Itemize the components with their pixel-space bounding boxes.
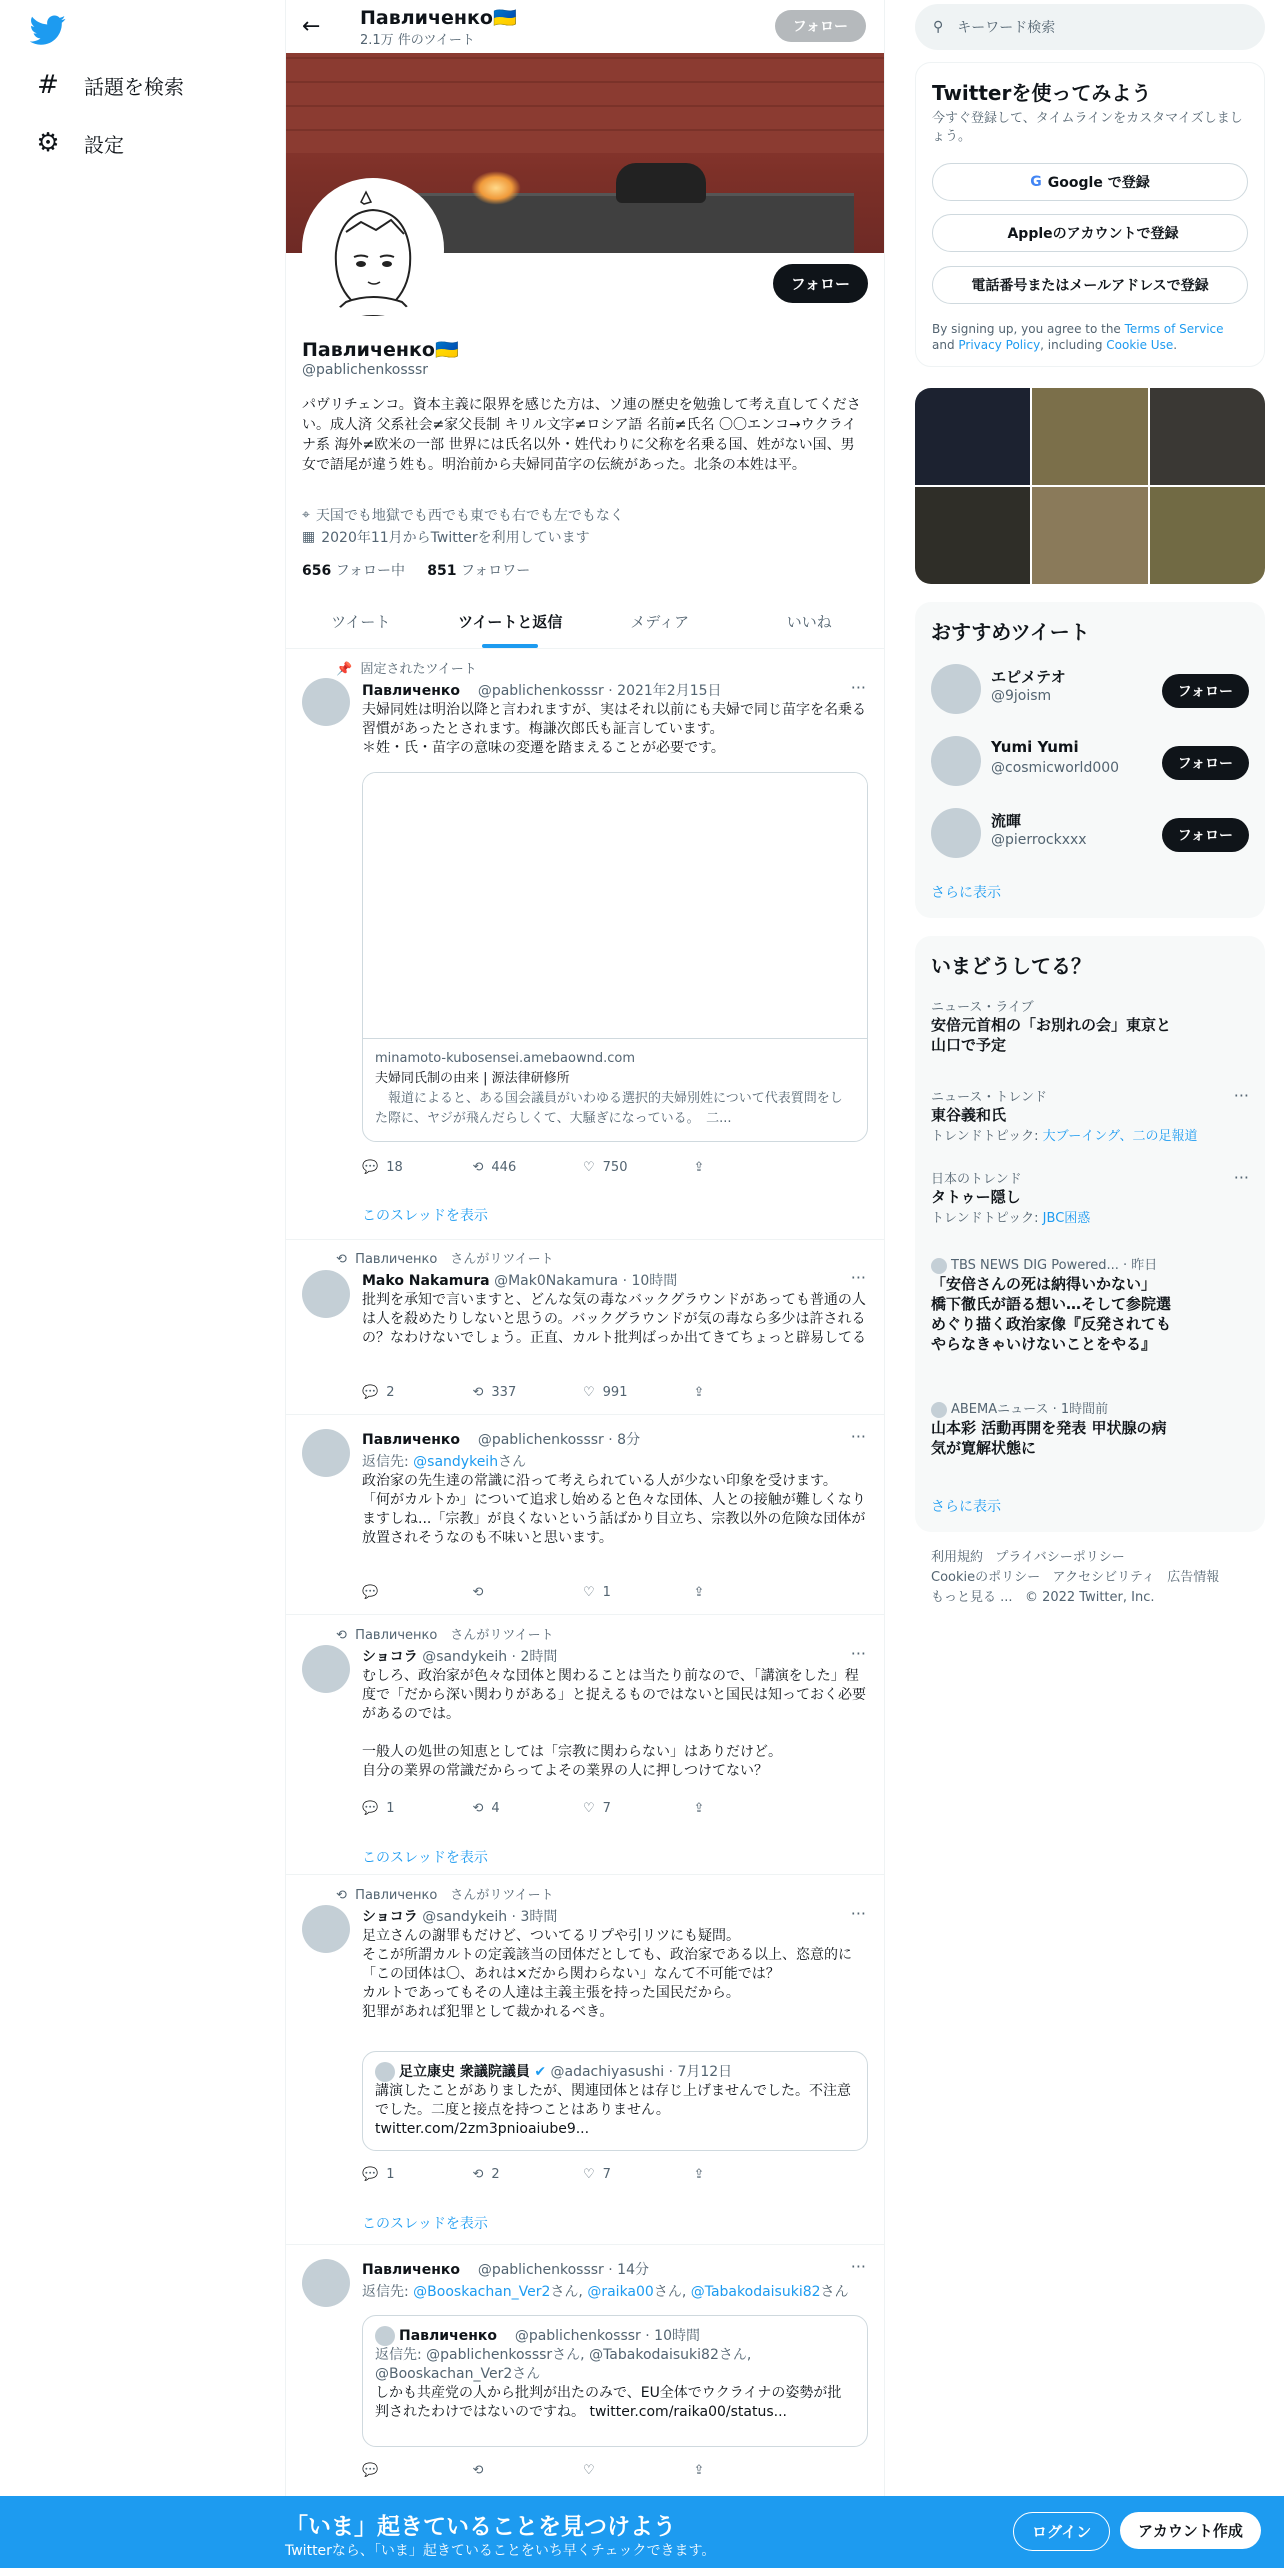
left-nav [0, 0, 285, 2568]
trend-context: 日本のトレンド [931, 1172, 1022, 1187]
card-image [363, 773, 867, 1039]
tweet-handle[interactable]: @sandykeih [422, 1909, 508, 1925]
quote-avatar [375, 2062, 395, 2082]
footer-cookie[interactable]: Cookieのポリシー [931, 1570, 1041, 1585]
heart-icon: ♡ [583, 2167, 595, 2182]
footer-accessibility[interactable]: アクセシビリティ [1052, 1570, 1155, 1585]
apple-signup-button[interactable] [932, 214, 1248, 252]
retweet-button[interactable] [473, 2167, 584, 2182]
terms-including: , including [1040, 338, 1107, 352]
tweet-author[interactable]: ショコラ [362, 1909, 418, 1925]
trends-more-link[interactable]: さらに表示 [931, 1499, 1001, 1515]
trend-title: タトゥー隠し [931, 1188, 1021, 1206]
trend-context: ニュース・トレンド [931, 1090, 1048, 1105]
bottom-bar-title: 「いま」起きていることを見つけよう [285, 2514, 676, 2540]
following-count: 656 [302, 563, 332, 579]
signup-title: Twitterを使ってみよう [932, 81, 1152, 105]
like-count: 991 [602, 1385, 628, 1400]
trend-context [931, 1254, 1249, 1274]
retweet-small-icon: ⟲ [336, 1252, 347, 1267]
reply-icon: 💬 [362, 1160, 379, 1175]
terms-pre: By signing up, you agree to the [932, 322, 1125, 336]
quote-text: しかも共産党の人から批判が出たのみで、EU全体でウクライナの姿勢が批判されたわけではないのですね。 twitter.com/raika00/status... [375, 2385, 842, 2420]
quoted-tweet[interactable] [362, 2315, 868, 2447]
retweet-button[interactable] [473, 1160, 584, 1175]
google-signup-label: Google で登録 [1047, 175, 1150, 191]
trend-context [931, 1398, 1249, 1418]
tweet-text: 夫婦同姓は明治以降と言われますが、実はそれ以前にも夫婦で同じ苗字を名乗る習慣があったとされます。梅謙次郎氏も証言しています。 ＊姓・氏・苗字の意味の変遷を踏まえることが必要です。 [362, 702, 866, 756]
tweet-header [362, 1270, 868, 1290]
more-icon[interactable]: ··· [850, 678, 866, 697]
header-follow-button[interactable]: フォロー [775, 10, 866, 42]
retweet-button[interactable] [473, 1801, 584, 1816]
recommend-follow-button[interactable]: フォロー [1162, 746, 1249, 780]
avatar[interactable] [302, 1429, 350, 1477]
banner-wall [286, 53, 884, 153]
reply-to [362, 2281, 849, 2301]
retweet-count: 2 [491, 2167, 500, 2182]
tweet-author[interactable]: ショコラ [362, 1649, 418, 1665]
card-domain: minamoto-kubosensei.amebaownd.com [375, 1051, 635, 1066]
retweet-button[interactable] [473, 1585, 584, 1600]
phone-signup-label: 電話番号またはメールアドレスで登録 [971, 278, 1209, 294]
profile-name: Павличенко🇺🇦 [302, 339, 459, 361]
like-button[interactable] [583, 1801, 694, 1816]
like-button[interactable] [583, 1160, 694, 1175]
more-icon[interactable]: ··· [850, 1644, 866, 1663]
search-box[interactable] [915, 4, 1265, 50]
verified-icon: ✔ [534, 2064, 547, 2080]
reply-count: 1 [386, 1801, 395, 1816]
tab-tweets-and-replies[interactable]: ツイートと返信 [436, 595, 586, 648]
search-input[interactable]: キーワード検索 [957, 20, 1056, 36]
trend-title: 東谷義和氏 [931, 1106, 1007, 1124]
followers-label: フォロワー [460, 563, 531, 579]
retweet-icon: ⟲ [472, 1801, 484, 1816]
nav-explore-label: 話題を検索 [84, 74, 184, 99]
tweet-header [362, 2259, 868, 2279]
signup-button[interactable]: アカウント作成 [1120, 2512, 1261, 2549]
signup-subtitle: 今すぐ登録して、タイムラインをカスタマイズしましょう。 [932, 111, 1243, 144]
retweet-icon: ⟲ [472, 1160, 484, 1175]
gear-icon: ⚙ [36, 128, 60, 158]
tweet-reply-sandykeih[interactable] [286, 1415, 884, 1615]
trend-item[interactable] [931, 1398, 1249, 1458]
retweet-icon: ⟲ [472, 1585, 484, 1600]
bottom-signup-bar [0, 2496, 1284, 2568]
trend-title: 安倍元首相の「お別れの会」東京と山口で予定 [931, 1016, 1172, 1054]
phone-signup-button[interactable] [932, 266, 1248, 304]
heart-icon: ♡ [583, 1160, 595, 1175]
quote-time: · 7月12日 [668, 2064, 733, 2080]
heart-icon: ♡ [583, 1385, 595, 1400]
recommend-user-name: 流暉 [991, 812, 1022, 830]
retweet-label-text: Павличенко さんがリツイート [355, 1888, 554, 1903]
media-thumb[interactable] [915, 388, 1030, 485]
reply-to-link-2[interactable]: @raika00 [587, 2284, 654, 2300]
reply-icon: 💬 [362, 2463, 379, 2478]
recommend-user-name: Yumi Yumi [991, 738, 1079, 756]
profile-avatar[interactable] [302, 178, 444, 320]
recommend-title: おすすめツイート [931, 620, 1090, 644]
tweet-actions [362, 1385, 804, 1400]
trend-item[interactable] [931, 1168, 1249, 1226]
retweet-button[interactable] [473, 1385, 584, 1400]
recommend-user-handle: @9joism [991, 688, 1052, 704]
retweet-button[interactable] [473, 2463, 584, 2478]
show-thread-link[interactable]: このスレッドを表示 [362, 1208, 488, 1224]
signup-panel [915, 62, 1265, 367]
reply-button[interactable] [362, 1160, 473, 1175]
share-icon: ⇪ [693, 2167, 705, 2182]
reply-suffix: さん [498, 1454, 527, 1470]
share-icon: ⇪ [693, 1385, 705, 1400]
nav-settings[interactable] [34, 128, 124, 158]
tweet-header [362, 1906, 868, 1926]
profile-stats [302, 560, 530, 580]
tweet-time[interactable]: · 2時間 [511, 1649, 558, 1665]
reply-mid-2: さん, [653, 2284, 691, 2300]
more-icon[interactable]: ··· [850, 2257, 866, 2276]
tweet-author[interactable]: Mako Nakamura [362, 1273, 490, 1289]
pinned-label [336, 658, 477, 677]
following-link[interactable] [302, 563, 405, 579]
reply-to-link-1[interactable]: @Booskachan_Ver2 [413, 2284, 551, 2300]
recommend-user[interactable] [931, 732, 1249, 792]
tweet-actions [362, 1160, 804, 1175]
apple-signup-label: Appleのアカウントで登録 [1007, 226, 1179, 242]
tweet-retweet-chocola-1[interactable] [286, 1615, 884, 1875]
nav-explore[interactable] [34, 70, 184, 100]
trend-context-text: ABEMAニュース · 1時間前 [951, 1402, 1109, 1417]
tweet-pinned[interactable] [286, 650, 884, 1240]
tweet-author[interactable]: Павличенко [362, 2262, 460, 2278]
tab-tweets[interactable]: ツイート [331, 613, 391, 631]
profile-tabs [286, 595, 884, 649]
followers-count: 851 [427, 563, 457, 579]
like-count: 750 [602, 1160, 628, 1175]
recommend-user[interactable] [931, 804, 1249, 864]
reply-prefix: 返信先: [362, 1454, 414, 1470]
tweet-time[interactable]: · 3時間 [511, 1909, 558, 1925]
heart-icon: ♡ [583, 2463, 595, 2478]
trend-item[interactable] [931, 1086, 1249, 1144]
share-icon: ⇪ [693, 2463, 705, 2478]
heart-icon: ♡ [583, 1801, 595, 1816]
quote-time: · 10時間 [645, 2328, 700, 2344]
recommend-user-handle: @pierrockxxx [991, 832, 1087, 848]
tweet-text: 批判を承知で言いますと、どんな気の毒なバックグラウンドがあっても普通の人は人を殺めたりしないと思うの。バックグラウンドが気の毒なら多少は許されるの？なわけないでしょう。正直、カルト批判ばっか出てきてちょっと辟易してる [362, 1292, 866, 1346]
trend-sub-label: トレンドトピック: [931, 1211, 1043, 1226]
tweet-actions [362, 1801, 804, 1816]
cookie-link[interactable]: Cookie Use [1106, 338, 1174, 352]
retweet-count: 4 [491, 1801, 500, 1816]
more-icon[interactable]: ··· [1233, 1168, 1249, 1187]
reply-icon: 💬 [362, 1585, 379, 1600]
tweet-handle[interactable]: @pablichenkosssr [477, 2262, 604, 2278]
recommend-panel [915, 602, 1265, 918]
trend-title: 山本彩 活動再開を発表 甲状腺の病気が寛解状態に [931, 1418, 1167, 1457]
heart-icon: ♡ [583, 1585, 595, 1600]
reply-to [362, 1451, 526, 1471]
reply-button[interactable] [362, 1585, 473, 1600]
quote-author: Павличенко [399, 2328, 497, 2344]
reply-count: 18 [386, 1160, 403, 1175]
trend-title: 「安倍さんの死は納得いかない」 橋下徹氏が語る想い…そして参院選めぐり描く政治家像『反発されてもやらなきゃいけないことをやる』 [931, 1274, 1172, 1353]
pin-icon: 📌 [336, 662, 353, 677]
quoted-tweet[interactable] [362, 2051, 868, 2151]
trend-sub [931, 1125, 1249, 1144]
reply-suffix: さん [820, 2284, 849, 2300]
trends-title: いまどうしてる？ [931, 954, 1091, 978]
tweet-time[interactable]: · 10時間 [622, 1273, 678, 1289]
avatar[interactable] [931, 808, 981, 858]
tweet-author[interactable]: Павличенко [362, 683, 460, 699]
quote-link: twitter.com/2zm3pnioaiube9... [375, 2121, 590, 2137]
more-icon[interactable]: ··· [850, 1427, 866, 1446]
footer-more[interactable]: もっと見る ... [931, 1590, 1013, 1605]
footer-links [931, 1548, 1251, 1608]
main-column [285, 0, 885, 2568]
quote-reply-to: 返信先: @pablichenkosssrさん, @Tabakodaisuki82さん, @Booskachan_Ver2さん [375, 2347, 752, 2382]
share-button[interactable] [694, 1801, 805, 1816]
like-count: 1 [602, 1585, 611, 1600]
recommend-user-handle: @cosmicworld000 [991, 760, 1120, 776]
bottom-bar-subtitle: Twitterなら、「いま」起きていることをいち早くチェックできます。 [285, 2543, 716, 2559]
trend-item[interactable] [931, 996, 1249, 1055]
media-thumb[interactable] [1032, 388, 1147, 485]
tweet-header [362, 1429, 868, 1449]
share-icon: ⇪ [693, 1585, 705, 1600]
quote-text: 講演したことがありましたが、関連団体とは存じ上げませんでした。不注意でした。二度と接点を持つことはありません。 [375, 2083, 851, 2118]
tab-media[interactable]: メディア [630, 613, 690, 631]
profile-follow-button[interactable]: フォロー [773, 264, 868, 303]
tab-likes[interactable]: いいね [786, 613, 832, 631]
retweet-icon: ⟲ [472, 1385, 484, 1400]
retweet-icon: ⟲ [472, 2167, 484, 2182]
google-icon: G [1030, 174, 1042, 190]
header-tweet-count: 2.1万 件のツイート [360, 32, 475, 48]
retweet-label [336, 1248, 554, 1267]
quote-avatar [375, 2326, 395, 2346]
share-button[interactable] [694, 2167, 805, 2182]
reply-icon: 💬 [362, 1385, 379, 1400]
share-button[interactable] [694, 2463, 805, 2478]
google-signup-button[interactable] [932, 163, 1248, 201]
media-thumb[interactable] [1150, 487, 1265, 584]
tweet-handle[interactable]: @pablichenkosssr [477, 683, 604, 699]
retweet-count: 337 [491, 1385, 517, 1400]
avatar[interactable] [302, 1270, 350, 1318]
source-avatar [931, 1402, 947, 1418]
login-button[interactable]: ログイン [1013, 2512, 1110, 2551]
tweet-handle[interactable]: @Mak0Nakamura [494, 1273, 619, 1289]
terms-and: and [932, 338, 959, 352]
tweet-header [362, 1646, 868, 1666]
pinned-text: 固定されたツイート [360, 662, 477, 677]
media-thumb[interactable] [1150, 388, 1265, 485]
card-body [363, 1039, 867, 1139]
media-grid [915, 388, 1265, 584]
footer-terms[interactable]: 利用規約 [931, 1550, 984, 1565]
retweet-label-text: Павличенко さんがリツイート [355, 1252, 554, 1267]
reply-icon: 💬 [362, 1801, 379, 1816]
banner-wreath [616, 163, 706, 203]
share-icon: ⇪ [693, 1801, 705, 1816]
retweet-small-icon: ⟲ [336, 1628, 347, 1643]
show-thread-link[interactable]: このスレッドを表示 [362, 1850, 488, 1866]
tweet-actions [362, 2167, 804, 2182]
card-description: 報道によると、ある国会議員がいわゆる選択的夫婦別姓について代表質問をした際に、ヤジが飛んだらしくて、大騒ぎになっている。 二... [375, 1091, 843, 1126]
quote-header [375, 2062, 855, 2082]
reply-icon: 💬 [362, 2167, 379, 2182]
retweet-icon: ⟲ [472, 2463, 484, 2478]
quote-author: 足立康史 衆議院議員 [399, 2064, 530, 2080]
retweet-count: 446 [491, 1160, 517, 1175]
back-arrow-icon[interactable]: ← [302, 14, 321, 39]
trend-context: ニュース・ライブ [931, 1000, 1034, 1015]
footer-ads[interactable]: 広告情報 [1167, 1570, 1220, 1585]
source-avatar [931, 1258, 947, 1274]
followers-link[interactable] [427, 563, 530, 579]
header-name: Павличенко🇺🇦 [360, 6, 517, 29]
avatar[interactable] [302, 1905, 350, 1953]
reply-count: 2 [386, 1385, 395, 1400]
nav-settings-label: 設定 [84, 132, 124, 157]
tweet-text: 政治家の先生達の常識に沿って考えられている人が少ない印象を受けます。 「何がカルトか」について追求し始めると色々な団体、人との接触が難しくなりますしね...「宗教」が良くないという話ばかり目立ち、宗教以外の危険な団体が放置されそうなのも不味いと思います。 [362, 1473, 866, 1546]
avatar[interactable] [931, 736, 981, 786]
avatar[interactable] [931, 664, 981, 714]
trend-sub-links[interactable]: JBC困惑 [1042, 1211, 1091, 1226]
recommend-user-name: エピメテオ [991, 668, 1066, 686]
twitter-logo-icon[interactable] [30, 12, 66, 48]
link-card[interactable] [362, 772, 868, 1142]
tweet-text: 足立さんの謝罪もだけど、ついてるリプや引リツにも疑問。 そこが所謂カルトの定義該当の団体だとしても、政治家である以上、恣意的に「この団体は〇、あれは×だから関わらない」なんて不可能では？ カルトであってもその人達は主義主張を持った国民だから。 犯罪があれば犯罪として裁かれるべき。 [362, 1928, 852, 2020]
signup-terms [932, 321, 1248, 353]
tweet-handle[interactable]: @pablichenkosssr [477, 1432, 604, 1448]
show-thread-link[interactable]: このスレッドを表示 [362, 2216, 488, 2232]
tweet-text: むしろ、政治家が色々な団体と関わることは当たり前なので、「講演をした」程度で「だから深い関わりがある」と捉えるものではないと国民は知っておく必要があるのでは。 一般人の処世の知恵としては「宗教に関わらない」はありだけど。 自分の業界の常識だからってよその業界の人に押しつけてない？ [362, 1668, 866, 1779]
tweet-time[interactable]: · 2021年2月15日 [608, 683, 722, 699]
avatar-drawing-icon [306, 182, 440, 316]
reply-to-link-3[interactable]: @Tabakodaisuki82 [690, 2284, 821, 2300]
avatar[interactable] [302, 1645, 350, 1693]
footer-copyright: © 2022 Twitter, Inc. [1024, 1590, 1155, 1605]
recommend-user[interactable] [931, 660, 1249, 720]
media-thumb[interactable] [915, 487, 1030, 584]
terms-link[interactable]: Terms of Service [1124, 322, 1224, 336]
retweet-label [336, 1884, 554, 1903]
reply-count: 1 [386, 2167, 395, 2182]
reply-prefix: 返信先: [362, 2284, 414, 2300]
recommend-follow-button[interactable]: フォロー [1162, 818, 1249, 852]
tweet-actions [362, 1585, 804, 1600]
profile-handle: @pablichenkosssr [302, 362, 428, 378]
profile-bio: パヴリチェンコ。資本主義に限界を感じた方は、ソ連の歴史を勉強して考え直してください。成人済 父系社会≠家父長制 キリル文字≠ロシア語 名前≠氏名 〇〇エンコ→ウクライナ系 海外≠欧米の一部 世界には氏名以外・姓代わりに父称を名乗る国、姓がない国、男女で語尾が違う姓も。明治前から夫婦同苗字の伝統があった。北条の本姓は平。 [302, 397, 861, 473]
quote-handle: @pablichenkosssr [514, 2328, 641, 2344]
like-count: 7 [602, 1801, 611, 1816]
like-count: 7 [602, 2167, 611, 2182]
calendar-icon: ▦ [302, 529, 316, 545]
reply-mid-1: さん, [550, 2284, 588, 2300]
tweet-retweet-mako[interactable] [286, 1240, 884, 1415]
share-button[interactable] [694, 1585, 805, 1600]
like-button[interactable] [583, 2463, 694, 2478]
avatar[interactable] [302, 678, 350, 726]
share-button[interactable] [694, 1160, 805, 1175]
search-icon: ⚲ [933, 19, 944, 35]
retweet-label [336, 1624, 554, 1643]
avatar[interactable] [302, 2259, 350, 2307]
tweet-actions [362, 2463, 804, 2478]
privacy-link[interactable]: Privacy Policy [958, 338, 1041, 352]
profile-header-bar [286, 0, 884, 53]
retweet-label-text: Павличенко さんがリツイート [355, 1628, 554, 1643]
trend-item[interactable] [931, 1254, 1249, 1354]
like-button[interactable] [583, 2167, 694, 2182]
recommend-follow-button[interactable]: フォロー [1162, 674, 1249, 708]
reply-button[interactable] [362, 2463, 473, 2478]
reply-to-link[interactable]: @sandykeih [413, 1454, 499, 1470]
trend-context-text: TBS NEWS DIG Powered... · 昨日 [951, 1258, 1158, 1273]
tweet-header [362, 680, 868, 700]
footer-privacy[interactable]: プライバシーポリシー [995, 1550, 1125, 1565]
more-icon[interactable]: ··· [1233, 1086, 1249, 1105]
tweet-time[interactable]: · 14分 [608, 2262, 649, 2278]
more-icon[interactable]: ··· [850, 1904, 866, 1923]
profile-location [302, 505, 624, 525]
share-icon: ⇪ [693, 1160, 705, 1175]
profile-joined [302, 527, 590, 547]
like-button[interactable] [583, 1585, 694, 1600]
trend-sub [931, 1207, 1249, 1226]
share-button[interactable] [694, 1385, 805, 1400]
reply-button[interactable] [362, 1801, 473, 1816]
retweet-small-icon: ⟲ [336, 1888, 347, 1903]
trend-sub-links[interactable]: 大ブーイング、二の足報道 [1042, 1129, 1198, 1144]
tweet-retweet-chocola-2[interactable] [286, 1875, 884, 2245]
quote-handle: @adachiyasushi [550, 2064, 665, 2080]
quote-header [375, 2326, 855, 2346]
tweet-reply-multi[interactable] [286, 2245, 884, 2496]
trend-sub-label: トレンドトピック: [931, 1129, 1043, 1144]
more-icon[interactable]: ··· [850, 1268, 866, 1287]
trends-panel [915, 936, 1265, 1532]
recommend-more-link[interactable]: さらに表示 [931, 885, 1001, 901]
media-thumb[interactable] [1032, 487, 1147, 584]
reply-button[interactable] [362, 2167, 473, 2182]
like-button[interactable] [583, 1385, 694, 1400]
reply-button[interactable] [362, 1385, 473, 1400]
profile-location-text: 天国でも地獄でも西でも東でも右でも左でもなく [315, 508, 624, 524]
profile-joined-text: 2020年11月からTwitterを利用しています [321, 530, 590, 546]
tweet-handle[interactable]: @sandykeih [422, 1649, 508, 1665]
terms-end: . [1173, 338, 1178, 352]
tweet-time[interactable]: · 8分 [608, 1432, 641, 1448]
banner-flame [471, 171, 521, 205]
tweet-author[interactable]: Павличенко [362, 1432, 460, 1448]
following-label: フォロー中 [335, 563, 405, 579]
card-title: 夫婦同氏制の由来 | 源法律研修所 [375, 1071, 570, 1086]
location-pin-icon: ⌖ [302, 507, 310, 523]
hashtag-icon: # [37, 70, 59, 100]
